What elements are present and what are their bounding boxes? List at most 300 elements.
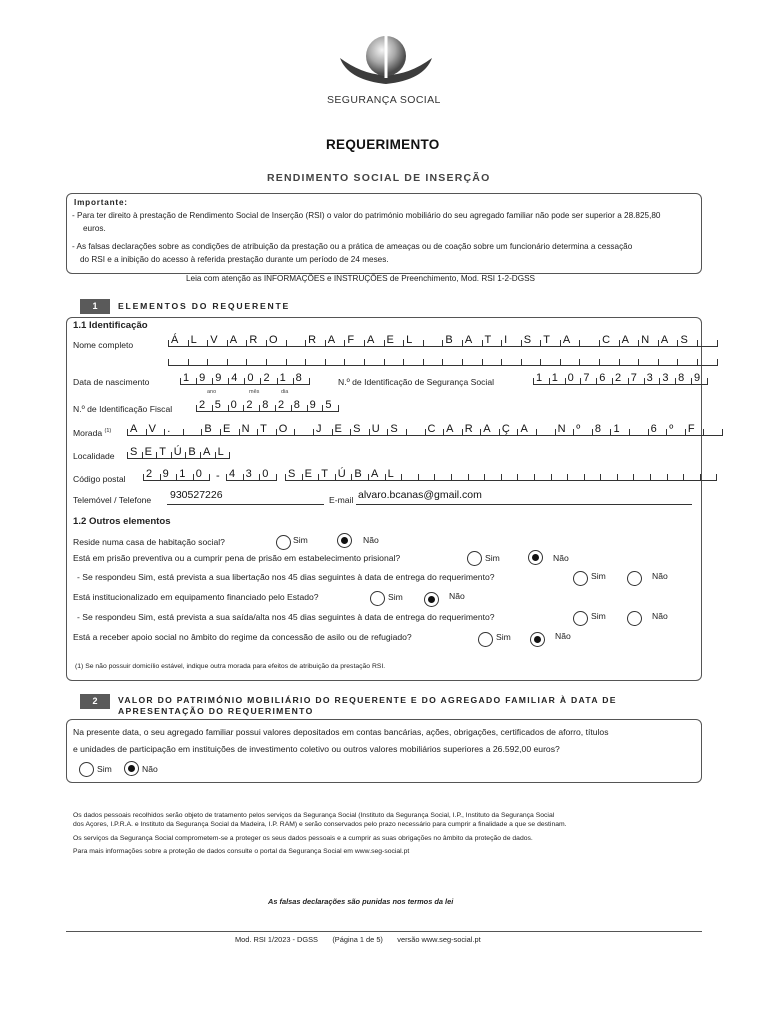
char-cell bbox=[658, 334, 678, 346]
radio-sim-label: Sim bbox=[496, 632, 511, 642]
char-value: A bbox=[229, 334, 238, 346]
notice-line: dos Açores, I.P.R.A. e Instituto da Segurança Social da Madeira, I.P. RAM) e serão conservados pelo prazo necessário para cumprir a finalidade a que se destinam. bbox=[73, 821, 567, 829]
niss-label: N.º de Identificação de Segurança Social bbox=[338, 377, 495, 387]
char-value: E bbox=[304, 468, 312, 480]
org-name: SEGURANÇA SOCIAL bbox=[327, 94, 441, 106]
notice-line: Para mais informações sobre a proteção de dados consulte o portal da Segurança Social em www.seg-social.pt bbox=[73, 847, 410, 855]
char-cell bbox=[207, 334, 227, 346]
char-cell bbox=[592, 423, 611, 435]
char-cell bbox=[667, 474, 684, 480]
locality-field[interactable] bbox=[127, 445, 230, 459]
name-field[interactable] bbox=[168, 333, 718, 347]
char-value: 4 bbox=[229, 468, 236, 480]
char-cell bbox=[484, 474, 501, 480]
char-value: N bbox=[241, 423, 250, 435]
char-cell bbox=[160, 468, 177, 480]
char-value: B bbox=[188, 446, 196, 458]
char-cell bbox=[403, 334, 423, 346]
section-number: 2 bbox=[80, 694, 110, 709]
char-value: Ú bbox=[337, 468, 346, 480]
char-cell bbox=[482, 334, 502, 346]
char-value: 8 bbox=[293, 399, 300, 411]
char-cell bbox=[146, 423, 165, 435]
radio-nao[interactable] bbox=[337, 533, 352, 548]
char-cell bbox=[246, 334, 266, 346]
char-cell bbox=[351, 468, 368, 480]
email-field[interactable] bbox=[356, 504, 692, 505]
char-cell bbox=[127, 446, 142, 458]
radio-sim-label: Sim bbox=[591, 571, 606, 581]
char-cell bbox=[650, 474, 667, 480]
char-value: A bbox=[562, 334, 571, 346]
birth-label: Data de nascimento bbox=[73, 377, 150, 387]
char-cell bbox=[406, 429, 425, 435]
section-number: 1 bbox=[80, 299, 110, 314]
char-cell bbox=[180, 372, 196, 384]
char-cell bbox=[387, 423, 406, 435]
char-cell bbox=[599, 359, 619, 365]
char-value: 9 bbox=[199, 372, 206, 384]
postal-locality-field[interactable] bbox=[285, 467, 717, 481]
char-value: A bbox=[370, 468, 379, 480]
char-value: O bbox=[278, 423, 288, 435]
char-value: 7 bbox=[583, 372, 590, 384]
char-value: U bbox=[371, 423, 380, 435]
question-prison: Está em prisão preventiva ou a cumprir pena de prisão em estabelecimento prisional? bbox=[73, 553, 401, 563]
char-cell bbox=[691, 372, 708, 384]
char-value: S bbox=[523, 334, 532, 346]
char-cell bbox=[227, 334, 247, 346]
email-label: E-mail bbox=[329, 495, 354, 505]
char-value: 1 bbox=[179, 468, 186, 480]
logo-emblem-icon bbox=[336, 30, 436, 94]
char-cell bbox=[468, 474, 485, 480]
char-value: S bbox=[288, 468, 296, 480]
char-cell bbox=[318, 468, 335, 480]
char-cell bbox=[675, 372, 691, 384]
char-cell bbox=[401, 474, 418, 480]
char-value: E bbox=[144, 446, 152, 458]
page-subtitle: RENDIMENTO SOCIAL DE INSERÇÃO bbox=[267, 172, 491, 184]
char-value: A bbox=[660, 334, 669, 346]
char-cell bbox=[201, 423, 220, 435]
char-cell bbox=[168, 334, 188, 346]
char-cell bbox=[171, 446, 186, 458]
char-cell bbox=[685, 423, 704, 435]
char-cell bbox=[633, 474, 650, 480]
char-cell bbox=[286, 359, 306, 365]
char-cell bbox=[567, 474, 584, 480]
char-value: 2 bbox=[277, 399, 285, 411]
logo bbox=[336, 30, 436, 94]
char-cell bbox=[536, 429, 555, 435]
address-label bbox=[73, 428, 111, 438]
day-label: dia bbox=[281, 389, 289, 395]
char-cell bbox=[480, 423, 499, 435]
char-cell bbox=[183, 429, 202, 435]
important-line: - Para ter direito à prestação de Rendimento Social de Inserção (RSI) o valor do património mobiliário do seu agregado familiar não pode ser superior a 28.825,80 bbox=[72, 211, 661, 220]
char-cell bbox=[127, 423, 146, 435]
char-cell bbox=[599, 334, 619, 346]
char-cell bbox=[156, 446, 171, 458]
email-value: alvaro.bcanas@gmail.com bbox=[358, 489, 482, 501]
page-footer: Mod. RSI 1/2023 - DGSS (Página 1 de 5) versão www.seg-social.pt bbox=[235, 935, 481, 944]
char-cell bbox=[313, 423, 332, 435]
char-cell bbox=[285, 468, 302, 480]
radio-nao[interactable] bbox=[627, 571, 642, 586]
char-value: L bbox=[387, 468, 394, 480]
char-cell bbox=[305, 359, 325, 365]
char-cell bbox=[325, 334, 345, 346]
radio-sim[interactable] bbox=[79, 762, 94, 777]
char-cell bbox=[666, 423, 685, 435]
birth-date-field[interactable] bbox=[180, 371, 310, 385]
char-cell bbox=[579, 340, 599, 346]
char-cell bbox=[246, 359, 266, 365]
char-value: F bbox=[687, 423, 695, 435]
char-cell bbox=[266, 334, 286, 346]
radio-sim-label: Sim bbox=[293, 535, 308, 545]
legal-warning: As falsas declarações são punidas nos termos da lei bbox=[268, 897, 454, 906]
char-value: C bbox=[427, 423, 436, 435]
char-cell bbox=[227, 359, 247, 365]
char-value: B bbox=[354, 468, 362, 480]
char-cell bbox=[164, 423, 183, 435]
char-cell bbox=[364, 359, 384, 365]
char-cell bbox=[658, 359, 678, 365]
char-value: B bbox=[204, 423, 212, 435]
radio-nao-label: Não bbox=[652, 571, 668, 581]
char-value: A bbox=[621, 334, 629, 346]
char-value: 9 bbox=[693, 372, 701, 384]
char-cell bbox=[443, 423, 462, 435]
char-value: B bbox=[445, 334, 453, 346]
char-value: T bbox=[321, 468, 328, 480]
char-cell bbox=[638, 359, 658, 365]
radio-sim-label: Sim bbox=[485, 553, 500, 563]
postal-code-suffix-field[interactable] bbox=[226, 467, 277, 481]
char-value: V bbox=[210, 334, 218, 346]
char-value: 9 bbox=[215, 372, 222, 384]
char-cell bbox=[307, 399, 323, 411]
nif-label: N.º de Identificação Fiscal bbox=[73, 404, 173, 414]
char-cell bbox=[517, 423, 536, 435]
radio-nao[interactable] bbox=[528, 550, 543, 565]
char-cell bbox=[521, 359, 541, 365]
char-cell bbox=[266, 359, 286, 365]
char-value: T bbox=[543, 334, 551, 346]
char-value: . bbox=[167, 423, 171, 435]
char-cell bbox=[384, 334, 404, 346]
char-cell bbox=[565, 372, 581, 384]
question-asylum: Está a receber apoio social no âmbito do regime da concessão de asilo ou de refugiado? bbox=[73, 632, 412, 642]
char-cell bbox=[462, 359, 482, 365]
char-cell bbox=[344, 359, 364, 365]
char-value: A bbox=[483, 423, 491, 435]
char-value: I bbox=[504, 334, 508, 346]
radio-nao[interactable] bbox=[530, 632, 545, 647]
char-cell bbox=[368, 468, 385, 480]
char-value: A bbox=[366, 334, 375, 346]
char-cell bbox=[168, 359, 188, 365]
char-value: 2 bbox=[263, 372, 270, 384]
month-label: mês bbox=[249, 389, 260, 395]
char-value: 8 bbox=[295, 372, 302, 384]
char-cell bbox=[143, 468, 160, 480]
char-cell bbox=[207, 359, 227, 365]
radio-nao-label: Não bbox=[553, 553, 569, 563]
char-cell bbox=[659, 372, 675, 384]
char-value: L bbox=[190, 334, 197, 346]
char-cell bbox=[451, 474, 468, 480]
char-value: R bbox=[249, 334, 258, 346]
important-line: euros. bbox=[83, 224, 106, 233]
address-field[interactable] bbox=[127, 422, 723, 436]
char-cell bbox=[462, 423, 481, 435]
char-cell bbox=[573, 423, 592, 435]
char-cell bbox=[610, 423, 629, 435]
char-cell bbox=[344, 334, 364, 346]
char-value: º bbox=[576, 423, 581, 435]
radio-nao[interactable] bbox=[627, 611, 642, 626]
char-cell bbox=[142, 446, 157, 458]
section-title: VALOR DO PATRIMÓNIO MOBILIÁRIO DO REQUERENTE E DO AGREGADO FAMILIAR À DATA DE bbox=[118, 695, 617, 705]
char-cell bbox=[612, 372, 628, 384]
char-value: S bbox=[390, 423, 398, 435]
subsection-title: 1.1 Identificação bbox=[73, 320, 148, 331]
char-cell bbox=[293, 372, 310, 384]
radio-sim[interactable] bbox=[370, 591, 385, 606]
nif-field[interactable] bbox=[196, 398, 339, 412]
char-value: L bbox=[406, 334, 413, 346]
char-cell bbox=[276, 423, 295, 435]
notice-line: Os serviços da Segurança Social comprometem-se a proteger os seus dados pessoais e a cumprir as suas obrigações no âmbito da proteção de dados. bbox=[73, 834, 533, 842]
radio-nao-label: Não bbox=[142, 764, 158, 774]
niss-field[interactable] bbox=[533, 371, 708, 385]
char-cell bbox=[228, 372, 244, 384]
char-value: 0 bbox=[195, 468, 202, 480]
char-cell bbox=[596, 372, 612, 384]
char-value: A bbox=[202, 446, 211, 458]
char-cell bbox=[425, 423, 444, 435]
char-cell bbox=[335, 468, 352, 480]
char-cell bbox=[501, 359, 521, 365]
char-value: 0 bbox=[567, 372, 574, 384]
char-value: N bbox=[641, 334, 650, 346]
char-cell bbox=[325, 359, 345, 365]
char-cell bbox=[193, 468, 211, 480]
name-field-line2[interactable] bbox=[168, 352, 718, 366]
char-cell bbox=[294, 429, 313, 435]
char-cell bbox=[243, 399, 259, 411]
radio-sim[interactable] bbox=[478, 632, 493, 647]
char-value: º bbox=[669, 423, 674, 435]
section-title-line2: APRESENTAÇÃO DO REQUERIMENTO bbox=[118, 706, 314, 716]
char-value: Ú bbox=[173, 446, 182, 458]
char-value: 6 bbox=[599, 372, 606, 384]
radio-nao[interactable] bbox=[124, 761, 139, 776]
char-cell bbox=[188, 359, 208, 365]
char-cell bbox=[638, 334, 658, 346]
postal-code-field[interactable] bbox=[143, 467, 210, 481]
char-value: S bbox=[680, 334, 688, 346]
phone-value: 930527226 bbox=[170, 489, 223, 501]
char-value: N bbox=[557, 423, 566, 435]
char-cell bbox=[196, 372, 212, 384]
char-cell bbox=[521, 334, 541, 346]
char-value: Ç bbox=[501, 423, 510, 435]
char-cell bbox=[369, 423, 388, 435]
char-cell bbox=[540, 359, 560, 365]
char-value: A bbox=[520, 423, 528, 435]
char-cell bbox=[302, 468, 319, 480]
char-cell bbox=[579, 359, 599, 365]
char-cell bbox=[442, 359, 462, 365]
char-value: 8 bbox=[262, 399, 269, 411]
radio-sim-label: Sim bbox=[591, 611, 606, 621]
char-value: 2 bbox=[199, 399, 206, 411]
char-value: 3 bbox=[662, 372, 669, 384]
char-cell bbox=[619, 359, 639, 365]
char-value: 3 bbox=[245, 468, 252, 480]
instructions-note: Leia com atenção as INFORMAÇÕES e INSTRUÇÕES de Preenchimento, Mod. RSI 1-2-DGSS bbox=[186, 274, 536, 283]
char-cell bbox=[551, 474, 568, 480]
char-cell bbox=[517, 474, 534, 480]
char-cell bbox=[501, 474, 518, 480]
char-cell bbox=[305, 334, 325, 346]
char-cell bbox=[259, 399, 275, 411]
char-cell bbox=[540, 334, 560, 346]
char-cell bbox=[683, 474, 700, 480]
char-cell bbox=[215, 446, 231, 458]
question-institution: Está institucionalizado em equipamento financiado pelo Estado? bbox=[73, 592, 319, 602]
char-cell bbox=[584, 474, 601, 480]
radio-sim-label: Sim bbox=[97, 764, 112, 774]
address-label-text: Morada bbox=[73, 428, 103, 438]
postal-dash: - bbox=[216, 470, 220, 482]
question-assets: Na presente data, o seu agregado familiar possui valores depositados em contas bancárias, ações, obrigações, certificados de aforro, títulos bbox=[73, 727, 609, 737]
char-value: A bbox=[464, 334, 473, 346]
important-line: - As falsas declarações sobre as condições de atribuição da prestação ou a prática de ameaças ou de coação sobre um funcionário determina a cessação bbox=[72, 242, 633, 251]
char-value: 4 bbox=[231, 372, 238, 384]
char-value: 5 bbox=[325, 399, 332, 411]
char-cell bbox=[291, 399, 307, 411]
char-cell bbox=[275, 399, 291, 411]
char-value: O bbox=[268, 334, 278, 346]
char-cell bbox=[560, 359, 580, 365]
footer-divider bbox=[66, 931, 702, 932]
char-value: 0 bbox=[262, 468, 269, 480]
char-cell bbox=[499, 423, 518, 435]
char-cell bbox=[332, 423, 351, 435]
char-value: R bbox=[308, 334, 317, 346]
char-value: E bbox=[334, 423, 342, 435]
char-cell bbox=[185, 446, 200, 458]
data-protection-notice bbox=[73, 809, 698, 858]
char-value: 0 bbox=[247, 372, 254, 384]
section-title: ELEMENTOS DO REQUERENTE bbox=[118, 301, 291, 311]
char-cell bbox=[385, 468, 402, 480]
char-cell bbox=[617, 474, 634, 480]
char-cell bbox=[384, 359, 404, 365]
char-cell bbox=[418, 474, 435, 480]
char-cell bbox=[243, 468, 260, 480]
radio-sim[interactable] bbox=[573, 611, 588, 626]
char-value: E bbox=[222, 423, 231, 435]
char-value: 8 bbox=[678, 372, 685, 384]
phone-field[interactable] bbox=[167, 504, 324, 505]
radio-nao[interactable] bbox=[424, 592, 439, 607]
postal-label: Código postal bbox=[73, 474, 126, 484]
char-cell bbox=[239, 423, 258, 435]
char-value: R bbox=[464, 423, 473, 435]
char-cell bbox=[196, 399, 212, 411]
char-cell bbox=[188, 334, 208, 346]
char-value: A bbox=[130, 423, 138, 435]
char-value: 5 bbox=[214, 399, 221, 411]
char-cell bbox=[462, 334, 482, 346]
char-cell bbox=[629, 429, 648, 435]
char-cell bbox=[322, 399, 339, 411]
char-value: 3 bbox=[646, 372, 653, 384]
question-assets-line2: e unidades de participação em instituições de investimento coletivo ou outros valores mobiliários superiores a 26.592,00 euros? bbox=[73, 744, 560, 754]
char-cell bbox=[286, 340, 306, 346]
char-cell bbox=[220, 423, 239, 435]
radio-sim[interactable] bbox=[467, 551, 482, 566]
char-value: S bbox=[353, 423, 361, 435]
char-value: 1 bbox=[279, 372, 286, 384]
page-title: REQUERIMENTO bbox=[326, 137, 440, 152]
char-cell bbox=[533, 372, 549, 384]
char-cell bbox=[555, 423, 574, 435]
char-cell bbox=[697, 340, 718, 346]
char-cell bbox=[628, 372, 644, 384]
char-cell bbox=[619, 334, 639, 346]
char-value: 1 bbox=[536, 372, 543, 384]
year-label: ano bbox=[207, 389, 217, 395]
char-value: 1 bbox=[551, 372, 558, 384]
radio-nao-label: Não bbox=[652, 611, 668, 621]
char-cell bbox=[423, 359, 443, 365]
char-cell bbox=[580, 372, 596, 384]
char-value: 9 bbox=[309, 399, 316, 411]
char-cell bbox=[212, 399, 228, 411]
char-cell bbox=[200, 446, 215, 458]
char-cell bbox=[423, 340, 443, 346]
char-cell bbox=[212, 372, 228, 384]
char-value: V bbox=[148, 423, 156, 435]
char-cell bbox=[534, 474, 551, 480]
char-cell bbox=[244, 372, 260, 384]
char-cell bbox=[560, 334, 580, 346]
char-cell bbox=[226, 468, 243, 480]
notice-line: Os dados pessoais recolhidos serão objeto de tratamento pelos serviços da Segurança Social (Instituto da Segurança Social, I.P., Instituto da Segurança Social bbox=[73, 812, 555, 819]
important-heading: Importante: bbox=[74, 198, 128, 207]
char-value: S bbox=[130, 446, 138, 458]
radio-sim[interactable] bbox=[573, 571, 588, 586]
phone-label: Telemóvel / Telefone bbox=[73, 495, 152, 505]
locality-label: Localidade bbox=[73, 451, 115, 461]
char-value: 7 bbox=[630, 372, 637, 384]
radio-nao-label: Não bbox=[555, 631, 571, 641]
char-cell bbox=[648, 423, 667, 435]
char-value: 9 bbox=[162, 468, 169, 480]
char-cell bbox=[501, 334, 521, 346]
important-line: do RSI e a inibição do acesso à referida prestação durante um período de 24 meses. bbox=[80, 255, 389, 264]
char-cell bbox=[600, 474, 617, 480]
radio-sim[interactable] bbox=[276, 535, 291, 550]
char-value: 0 bbox=[230, 399, 237, 411]
